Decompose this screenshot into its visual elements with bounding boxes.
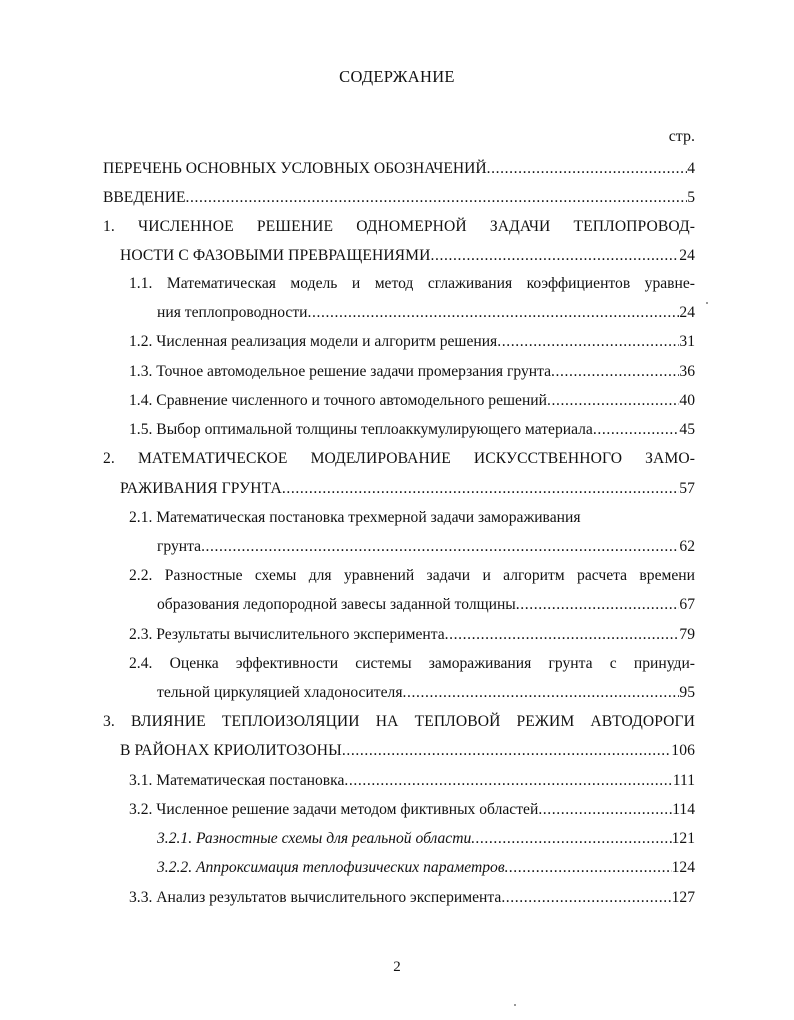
leader-dots — [593, 419, 680, 441]
toc-entry-3-2-2[interactable] — [157, 857, 695, 879]
leader-dots — [403, 682, 680, 704]
leader-dots — [282, 478, 679, 500]
leader-dots — [342, 740, 671, 762]
toc-entry-text: 3.3. Анализ результатов вычислительного эксперимента — [129, 889, 502, 906]
toc-entry-2-1-line2[interactable] — [157, 536, 695, 558]
scan-speck — [514, 1004, 516, 1006]
toc-entry-2-1-line1[interactable]: 2.1. Математическая постановка трехмерной задачи замораживания — [129, 509, 581, 526]
toc-entry-text: образования ледопородной завесы заданной толщины — [157, 596, 516, 613]
toc-entry-text: 3.1. Математическая постановка — [129, 772, 345, 789]
toc-entry-page: 24 — [679, 247, 695, 264]
leader-dots — [547, 390, 679, 412]
toc-entry-1-4[interactable] — [129, 390, 695, 412]
toc-entry-page: 57 — [679, 480, 695, 497]
toc-entry-page: 127 — [671, 889, 695, 906]
toc-entry-2-4-line1[interactable]: 2.4. Оценка эффективности системы замораживания грунта с принуди- — [129, 655, 695, 672]
toc-entry-2-3[interactable] — [129, 624, 695, 646]
toc-entry-text: грунта — [157, 538, 202, 555]
toc-entry-3-1[interactable] — [129, 770, 695, 792]
toc-entry-text: ВВЕДЕНИЕ — [103, 189, 186, 206]
toc-entry-page: 45 — [679, 421, 695, 438]
page-title: СОДЕРЖАНИЕ — [339, 67, 455, 86]
toc-entry-text: НОСТИ С ФАЗОВЫМИ ПРЕВРАЩЕНИЯМИ — [120, 247, 431, 264]
toc-entry-page: 5 — [687, 189, 695, 206]
leader-dots — [431, 245, 680, 267]
leader-dots — [308, 302, 680, 324]
page-column-label: стр. — [668, 128, 695, 145]
leader-dots — [501, 887, 671, 909]
toc-entry-page: 24 — [679, 304, 695, 321]
toc-entry-page: 79 — [679, 626, 695, 643]
toc-entry-text: 3.2.1. Разностные схемы для реальной области — [157, 830, 472, 847]
toc-entry-1-2[interactable] — [129, 331, 695, 353]
toc-entry-chapter-2-line1[interactable]: 2. МАТЕМАТИЧЕСКОЕ МОДЕЛИРОВАНИЕ ИСКУССТВЕННОГО ЗАМО- — [103, 450, 695, 467]
leader-dots — [487, 158, 688, 180]
toc-entry-text: ния теплопроводности — [157, 304, 308, 321]
toc-entry-chapter-2-line2[interactable] — [120, 478, 695, 500]
toc-entry-text: В РАЙОНАХ КРИОЛИТОЗОНЫ — [120, 742, 342, 759]
toc-entry-text: 1.5. Выбор оптимальной толщины теплоаккумулирующего материала — [129, 421, 593, 438]
toc-entry-text: тельной циркуляцией хладоносителя — [157, 684, 403, 701]
page-number: 2 — [393, 959, 401, 975]
toc-entry-3-2-1[interactable] — [157, 828, 695, 850]
toc-entry-page: 31 — [679, 333, 695, 350]
toc-entry-page: 106 — [671, 742, 695, 759]
toc-entry-page: 36 — [679, 363, 695, 380]
toc-entry-text: 1.3. Точное автомодельное решение задачи промерзания грунта — [129, 363, 552, 380]
toc-entry-1-1-line2[interactable] — [157, 302, 695, 324]
toc-entry-page: 111 — [672, 772, 695, 789]
toc-entry-text: 3.2. Численное решение задачи методом фиктивных областей — [129, 801, 539, 818]
toc-entry-text: 2.3. Результаты вычислительного эксперимента — [129, 626, 445, 643]
toc-entry-2-4-line2[interactable] — [157, 682, 695, 704]
leader-dots — [445, 624, 680, 646]
toc-entry-text: РАЖИВАНИЯ ГРУНТА — [120, 480, 282, 497]
toc-entry-chapter-3-line2[interactable] — [120, 740, 695, 762]
toc-entry-page: 67 — [679, 596, 695, 613]
toc-entry-1-1-line1[interactable]: 1.1. Математическая модель и метод сглаживания коэффициентов уравне- — [129, 275, 695, 292]
toc-entry-page: 95 — [679, 684, 695, 701]
toc-entry-page: 40 — [679, 392, 695, 409]
toc-entry-page: 124 — [671, 859, 695, 876]
leader-dots — [516, 594, 680, 616]
leader-dots — [471, 828, 671, 850]
leader-dots — [551, 361, 679, 383]
toc-entry-chapter-1-line1[interactable]: 1. ЧИСЛЕННОЕ РЕШЕНИЕ ОДНОМЕРНОЙ ЗАДАЧИ ТЕПЛОПРОВОД- — [103, 218, 695, 235]
leader-dots — [344, 770, 672, 792]
scan-speck — [706, 302, 708, 304]
toc-entry-chapter-3-line1[interactable]: 3. ВЛИЯНИЕ ТЕПЛОИЗОЛЯЦИИ НА ТЕПЛОВОЙ РЕЖИМ АВТОДОРОГИ — [103, 713, 695, 730]
leader-dots — [505, 857, 672, 879]
leader-dots — [201, 536, 679, 558]
toc-entry-2-2-line2[interactable] — [157, 594, 695, 616]
toc-entry-text: 1.4. Сравнение численного и точного автомодельного решений — [129, 392, 547, 409]
toc-entry-page: 121 — [671, 830, 695, 847]
leader-dots — [186, 187, 688, 209]
toc-entry-list-of-symbols[interactable] — [103, 158, 695, 180]
toc-entry-chapter-1-line2[interactable] — [120, 245, 695, 267]
toc-entry-page: 62 — [679, 538, 695, 555]
toc-entry-text: 3.2.2. Аппроксимация теплофизических параметров — [157, 859, 505, 876]
leader-dots — [497, 331, 679, 353]
toc-entry-text: ПЕРЕЧЕНЬ ОСНОВНЫХ УСЛОВНЫХ ОБОЗНАЧЕНИЙ — [103, 160, 487, 177]
toc-entry-2-2-line1[interactable]: 2.2. Разностные схемы для уравнений задачи и алгоритм расчета времени — [129, 567, 695, 584]
toc-entry-introduction[interactable] — [103, 187, 695, 209]
toc-entry-page: 4 — [687, 160, 695, 177]
toc-entry-text: 1.2. Численная реализация модели и алгоритм решения — [129, 333, 498, 350]
toc-entry-1-5[interactable] — [129, 419, 695, 441]
toc-entry-3-2[interactable] — [129, 799, 695, 821]
toc-entry-1-3[interactable] — [129, 361, 695, 383]
toc-entry-3-3[interactable] — [129, 887, 695, 909]
toc-entry-page: 114 — [672, 801, 695, 818]
leader-dots — [538, 799, 672, 821]
